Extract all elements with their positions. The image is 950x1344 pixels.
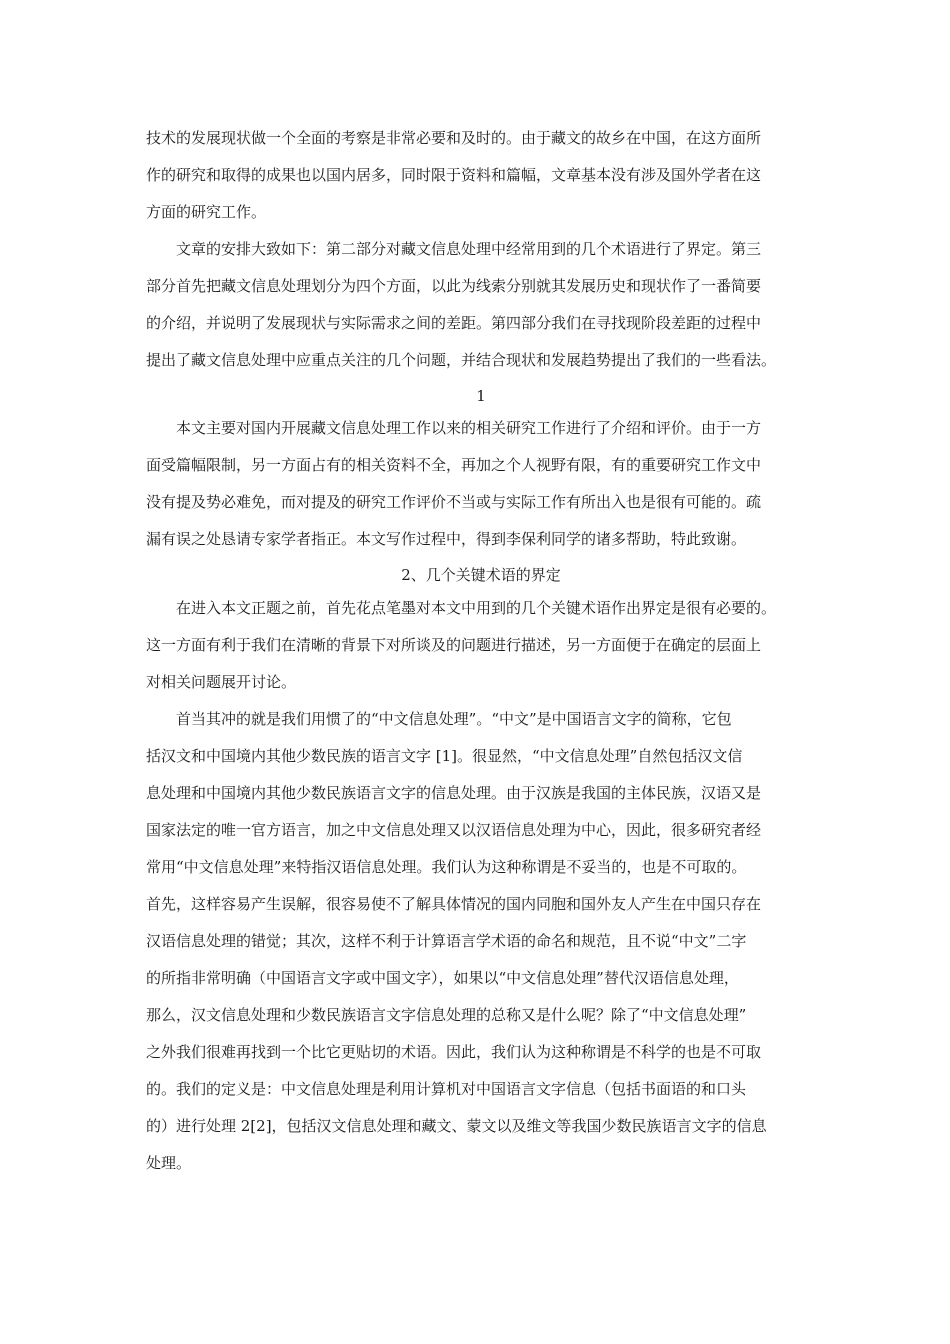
body-text-line: 在进入本文正题之前，首先花点笔墨对本文中用到的几个关键术语作出界定是很有必要的。 — [146, 599, 777, 617]
body-text-line: 部分首先把藏文信息处理划分为四个方面，以此为线索分别就其发展历史和现状作了一番简要 — [146, 277, 762, 295]
body-text-line: 对相关问题展开讨论。 — [146, 673, 297, 691]
body-text-line: 的介绍，并说明了发展现状与实际需求之间的差距。第四部分我们在寻找现阶段差距的过程中 — [146, 314, 762, 332]
body-text-line: 面受篇幅限制，另一方面占有的相关资料不全，再加之个人视野有限，有的重要研究工作文中 — [146, 456, 762, 474]
body-text-line: 作的研究和取得的成果也以国内居多，同时限于资料和篇幅，文章基本没有涉及国外学者在这 — [146, 166, 762, 184]
footnote-marker: 1 — [476, 387, 486, 405]
body-text-line: 首先，这样容易产生误解，很容易使不了解具体情况的国内同胞和国外友人产生在中国只存在 — [146, 895, 762, 913]
body-text-line: 提出了藏文信息处理中应重点关注的几个问题，并结合现状和发展趋势提出了我们的一些看法。 — [146, 351, 777, 369]
body-text-line: 处理。 — [146, 1154, 192, 1172]
body-text-line: 技术的发展现状做一个全面的考察是非常必要和及时的。由于藏文的故乡在中国，在这方面所 — [146, 129, 762, 147]
body-text-line: 本文主要对国内开展藏文信息处理工作以来的相关研究工作进行了介绍和评价。由于一方 — [146, 419, 762, 437]
body-text-line: 汉语信息处理的错觉；其次，这样不利于计算语言学术语的命名和规范，且不说“中文”二字 — [146, 932, 747, 950]
body-text-line: 括汉文和中国境内其他少数民族的语言文字 [1]。很显然，“中文信息处理”自然包括汉文信 — [146, 747, 743, 765]
body-text-line: 首当其冲的就是我们用惯了的“中文信息处理”。“中文”是中国语言文字的简称，它包 — [146, 710, 732, 728]
body-text-line: 没有提及势必难免，而对提及的研究工作评价不当或与实际工作有所出入也是很有可能的。疏 — [146, 493, 762, 511]
section-heading: 2、几个关键术语的界定 — [401, 566, 561, 584]
body-text-line: 这一方面有利于我们在清晰的背景下对所谈及的问题进行描述，另一方面便于在确定的层面上 — [146, 636, 762, 654]
body-text-line: 方面的研究工作。 — [146, 203, 267, 221]
body-text-line: 文章的安排大致如下：第二部分对藏文信息处理中经常用到的几个术语进行了界定。第三 — [146, 240, 762, 258]
body-text-line: 的。我们的定义是：中文信息处理是利用计算机对中国语言文字信息（包括书面语的和口头 — [146, 1080, 747, 1098]
body-text-line: 漏有误之处恳请专家学者指正。本文写作过程中，得到李保利同学的诸多帮助，特此致谢。 — [146, 530, 747, 548]
body-text-line: 的所指非常明确（中国语言文字或中国文字），如果以“中文信息处理”替代汉语信息处理， — [146, 969, 739, 987]
body-text-line: 常用“中文信息处理”来特指汉语信息处理。我们认为这种称谓是不妥当的，也是不可取的。 — [146, 858, 747, 876]
body-text-line: 的）进行处理 2[2]，包括汉文信息处理和藏文、蒙文以及维文等我国少数民族语言文字的信息 — [146, 1117, 767, 1135]
body-text-line: 国家法定的唯一官方语言，加之中文信息处理又以汉语信息处理为中心，因此，很多研究者经 — [146, 821, 762, 839]
body-text-line: 那么，汉文信息处理和少数民族语言文字信息处理的总称又是什么呢？除了“中文信息处理” — [146, 1006, 747, 1024]
body-text-line: 之外我们很难再找到一个比它更贴切的术语。因此，我们认为这种称谓是不科学的也是不可取 — [146, 1043, 762, 1061]
body-text-line: 息处理和中国境内其他少数民族语言文字的信息处理。由于汉族是我国的主体民族，汉语又是 — [146, 784, 762, 802]
